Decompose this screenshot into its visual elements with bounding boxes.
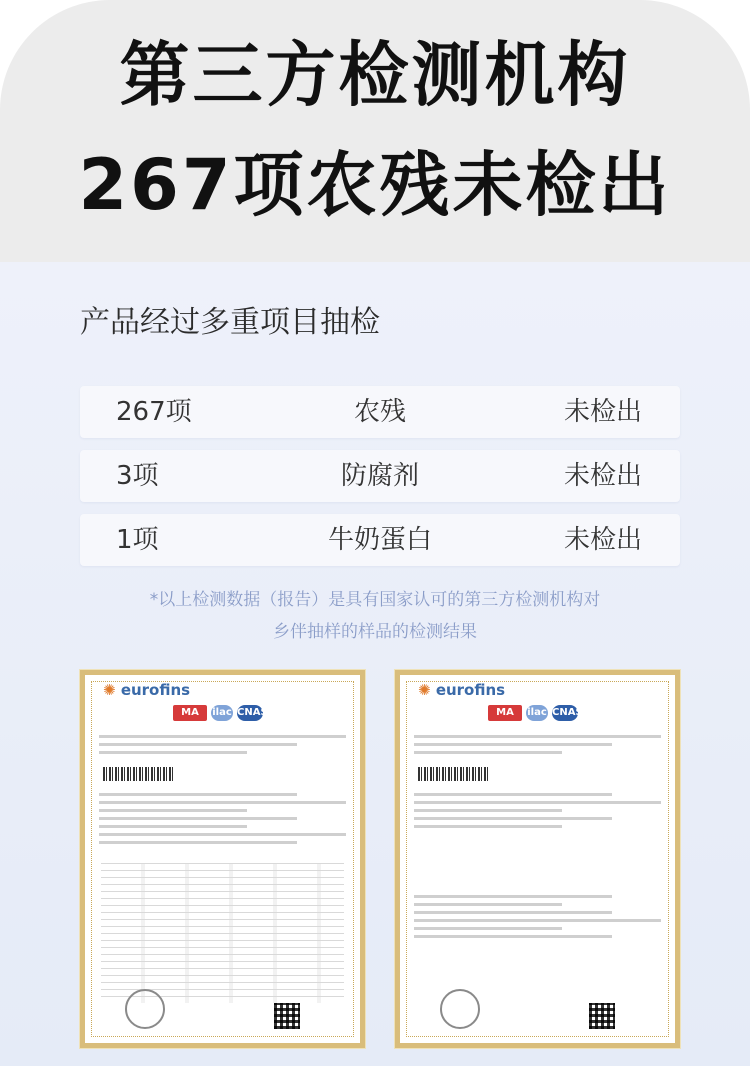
test-report-certificate [80,670,365,1048]
row-result: 未检出 [563,525,642,555]
inspection-panel [0,262,750,1066]
report-info-lines [414,793,661,833]
ilac-badge: ilac [211,705,233,721]
stamp-seal-icon [125,989,165,1029]
headline-line-2: 267项农残未检出 [78,144,672,226]
cnas-badge: CNAS [237,705,263,721]
disclaimer-line-1: *以上检测数据（报告）是具有国家认可的第三方检测机构对 [149,590,601,610]
panel-title: 产品经过多重项目抽检 [80,305,380,340]
report-info-lines [99,793,346,849]
result-table-image [101,863,344,1003]
row-count: 1项 [116,525,159,555]
row-result: 未检出 [563,397,642,427]
test-report-certificate [395,670,680,1048]
eurofins-logo-icon: ✺ eurofins [418,681,506,699]
ma-badge: MA [173,705,207,721]
eurofins-logo-icon: ✺ eurofins [103,681,191,699]
ma-badge: MA [488,705,522,721]
cnas-badge: CNAS [552,705,578,721]
row-item: 防腐剂 [340,461,419,491]
header-banner [0,0,750,262]
row-item: 农残 [353,397,406,427]
barcode-icon [418,767,488,781]
result-row-pesticide [80,386,680,438]
row-result: 未检出 [563,461,642,491]
result-row-preservative [80,450,680,502]
qr-code-icon [589,1003,615,1029]
ilac-badge: ilac [526,705,548,721]
result-row-milk-protein [80,514,680,566]
report-header-lines [99,735,346,759]
row-count: 3项 [116,461,159,491]
report-header-lines [414,735,661,759]
row-item: 牛奶蛋白 [327,525,432,555]
disclaimer-line-2: 乡伴抽样的样品的检测结果 [273,622,477,642]
report-conclusion-lines [414,895,661,943]
row-count: 267项 [116,397,192,427]
headline-line-1: 第三方检测机构 [119,34,631,116]
qr-code-icon [274,1003,300,1029]
stamp-seal-icon [440,989,480,1029]
barcode-icon [103,767,173,781]
